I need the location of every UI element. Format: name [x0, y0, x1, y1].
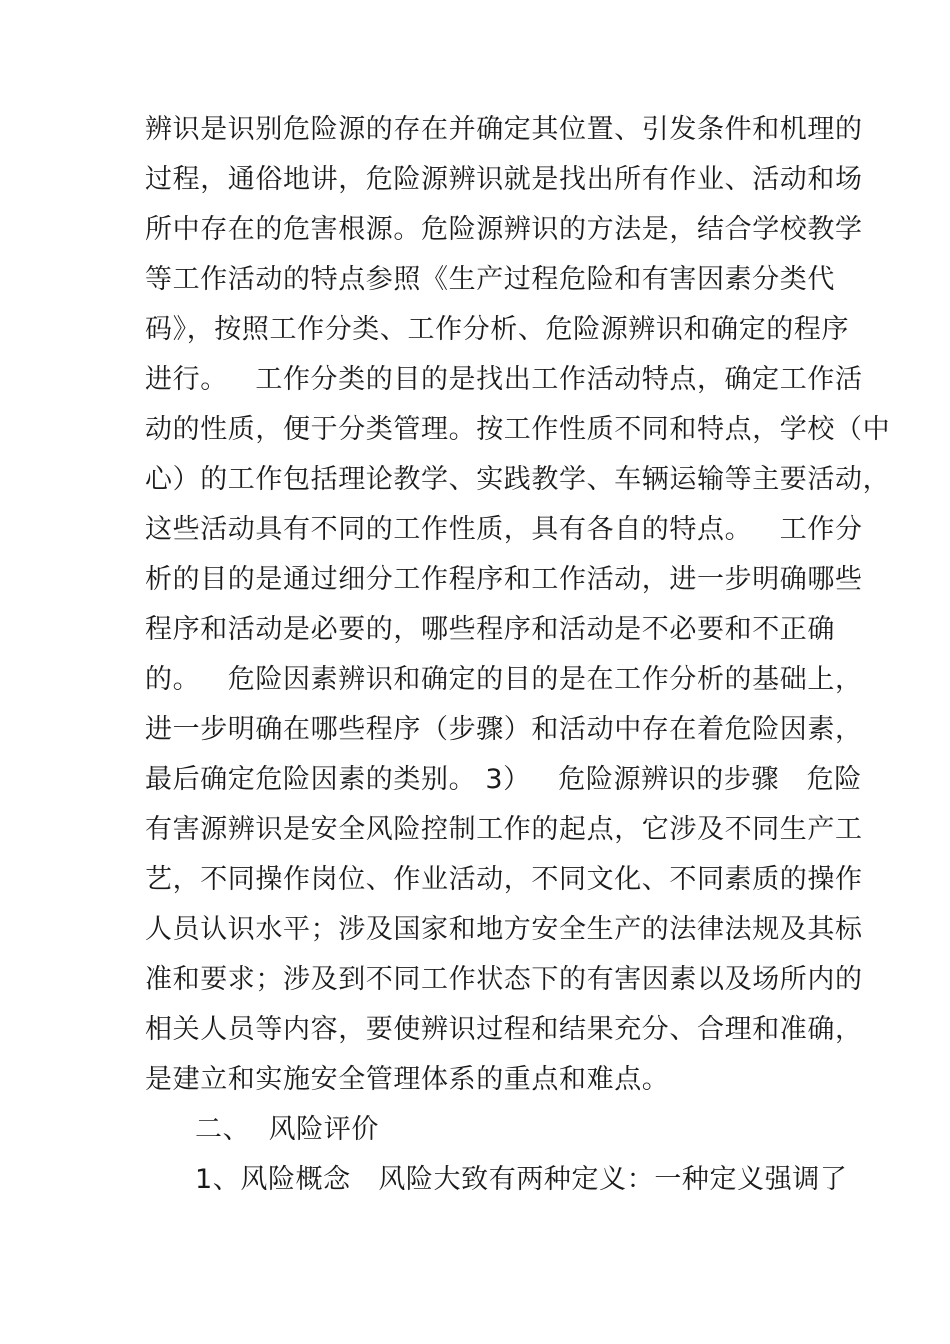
body-text-line: 有害源辨识是安全风险控制工作的起点，它涉及不同生产工: [145, 814, 863, 845]
body-text-line: 相关人员等内容，要使辨识过程和结果充分、合理和准确，: [145, 1014, 863, 1045]
body-text-line: 动的性质，便于分类管理。按工作性质不同和特点，学校（中: [145, 414, 891, 445]
subsection-text-line: 1、风险概念 风险大致有两种定义：一种定义强调了: [195, 1164, 848, 1195]
body-text-line: 码》，按照工作分类、工作分析、危险源辨识和确定的程序: [145, 314, 850, 345]
body-text-line: 进一步明确在哪些程序（步骤）和活动中存在着危险因素，: [145, 714, 863, 745]
body-text-line: 程序和活动是必要的，哪些程序和活动是不必要和不正确: [145, 614, 835, 645]
section-heading: 二、 风险评价: [195, 1114, 379, 1145]
body-text-line: 辨识是识别危险源的存在并确定其位置、引发条件和机理的: [145, 114, 863, 145]
body-text-line: 艺，不同操作岗位、作业活动，不同文化、不同素质的操作: [145, 864, 863, 895]
body-text-line: 心）的工作包括理论教学、实践教学、车辆运输等主要活动，: [145, 464, 891, 495]
body-text-line: 是建立和实施安全管理体系的重点和难点。: [145, 1064, 670, 1095]
body-text-line: 人员认识水平；涉及国家和地方安全生产的法律法规及其标: [145, 914, 863, 945]
body-text-line: 过程，通俗地讲，危险源辨识就是找出所有作业、活动和场: [145, 164, 863, 195]
body-text-line: 等工作活动的特点参照《生产过程危险和有害因素分类代: [145, 264, 835, 295]
body-text-line: 最后确定危险因素的类别。 3） 危险源辨识的步骤 危险: [145, 764, 862, 795]
body-text-line: 进行。 工作分类的目的是找出工作活动特点，确定工作活: [145, 364, 863, 395]
body-text-line: 的。 危险因素辨识和确定的目的是在工作分析的基础上，: [145, 664, 863, 695]
body-text-line: 准和要求；涉及到不同工作状态下的有害因素以及场所内的: [145, 964, 863, 995]
body-text-line: 所中存在的危害根源。危险源辨识的方法是，结合学校教学: [145, 214, 863, 245]
body-text-line: 析的目的是通过细分工作程序和工作活动，进一步明确哪些: [145, 564, 863, 595]
body-text-line: 这些活动具有不同的工作性质，具有各自的特点。 工作分: [145, 514, 863, 545]
